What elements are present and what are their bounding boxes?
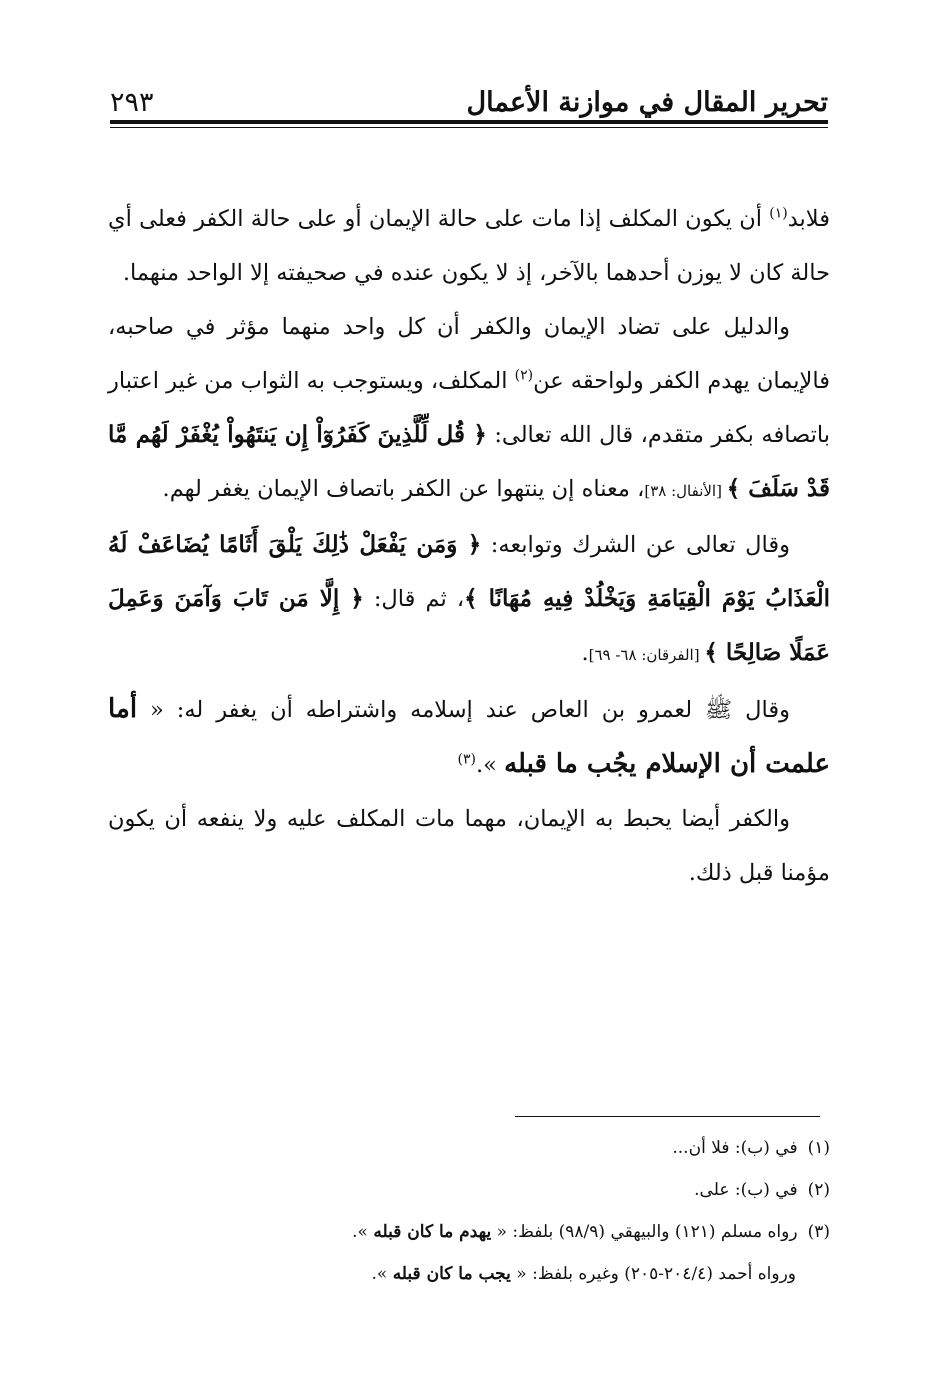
running-header-title: تحرير المقال في موازنة الأعمال: [466, 87, 828, 118]
footnote-number: (٣): [807, 1222, 830, 1242]
header-rule-thin: [110, 127, 828, 128]
paragraph-2: [108, 300, 830, 518]
footnote-2: [108, 1176, 830, 1204]
footnote-ref-3: (٣): [457, 751, 476, 768]
text-run: والكفر أيضا يحبط به الإيمان، مهما مات المكلف عليه ولا ينفعه أن يكون مؤمنا قبل ذلك.: [108, 806, 830, 886]
text-run: وقال تعالى عن الشرك وتوابعه:: [481, 532, 790, 558]
paragraph-1: [108, 192, 830, 300]
text-run: أن يكون المكلف إذا مات على حالة الإيمان أو على حالة الكفر فعلى أي حالة كان لا يوزن أحدهما بالآخر، إذ لا يكون عنده في صحيفته إلا الواحد منهما.: [108, 206, 830, 286]
hadith-quote: أما علمت أن الإسلام يجُب ما قبله: [108, 694, 830, 779]
footnote-text: ورواه أحمد (٢٠٤/٤-٢٠٥) وغيره بلفظ: «: [510, 1264, 796, 1284]
main-text: [108, 192, 830, 900]
text-run: المكلف، ويستوجب به الثواب من غير اعتبار باتصافه بكفر متقدم، قال الله تعالى:: [107, 368, 830, 448]
footnote-3: [108, 1218, 830, 1246]
text-run: ، ثم قال:: [363, 586, 465, 612]
page-number: ٢٩٣: [110, 87, 154, 118]
paragraph-4: [108, 682, 830, 792]
paragraph-3: [108, 518, 830, 682]
footnote-3-continued: [108, 1260, 830, 1288]
footnote-1: [108, 1134, 830, 1162]
text-run: ».: [475, 752, 505, 778]
footnote-text: في (ب): على.: [694, 1180, 798, 1200]
footnote-ref-1: (١): [769, 205, 788, 222]
footnote-text: في (ب): فلا أن...: [672, 1138, 798, 1158]
footnote-separator: [515, 1116, 820, 1117]
quran-verse: ﴿ قُل لِّلَّذِينَ كَفَرُوٓاْ إِن يَنتَهُواْ يُغْفَرْ لَهُم مَّا قَدْ سَلَفَ ﴾: [108, 421, 830, 502]
quran-verse: ﴿ إِلَّا مَن تَابَ وَآمَنَ وَعَمِلَ عَمَلًا صَالِحًا ﴾: [108, 585, 830, 666]
footnote-text: ».: [371, 1264, 393, 1284]
footnote-text: ».: [352, 1222, 374, 1242]
footnote-number: (٢): [807, 1180, 830, 1200]
paragraph-5: [108, 792, 830, 900]
verse-reference: [الفرقان: ٦٨- ٦٩]: [588, 646, 705, 664]
verse-reference: [الأنفال: ٣٨]: [644, 482, 727, 500]
footnote-quote: يهدم ما كان قبله: [373, 1222, 492, 1242]
footnote-text: رواه مسلم (١٢١) والبيهقي (٩٨/٩) بلفظ: «: [491, 1222, 798, 1242]
footnote-ref-2: (٢): [514, 367, 534, 384]
header-rule-thick: [110, 120, 828, 124]
text-run: وقال: [732, 697, 790, 723]
text-run: لعمرو بن العاص عند إسلامه واشتراطه أن يغفر له: «: [137, 697, 706, 723]
text-run: والدليل على تضاد الإيمان والكفر أن كل واحد منهما مؤثر في صاحبه، فالإيمان يهدم الكفر ولواحقه عن: [108, 314, 830, 394]
running-header: [110, 78, 828, 116]
honorific-glyph: ﷺ: [705, 697, 733, 723]
footnote-number: (١): [807, 1138, 830, 1158]
footnote-quote: يجب ما كان قبله: [392, 1264, 511, 1284]
quran-verse: ﴿ وَمَن يَفْعَلْ ذَٰلِكَ يَلْقَ أَثَامًا يُضَاعَفْ لَهُ الْعَذَابُ يَوْمَ الْقِيَامَةِ وَيَخْلُدْ فِيهِ مُهَانًا ﴾: [108, 531, 830, 612]
text-run: ، معناه إن ينتهوا عن الكفر باتصاف الإيمان يغفر لهم.: [162, 476, 645, 502]
text-run: .: [581, 640, 589, 666]
text-run: فلابد: [787, 206, 830, 232]
footnotes: [108, 1134, 830, 1302]
